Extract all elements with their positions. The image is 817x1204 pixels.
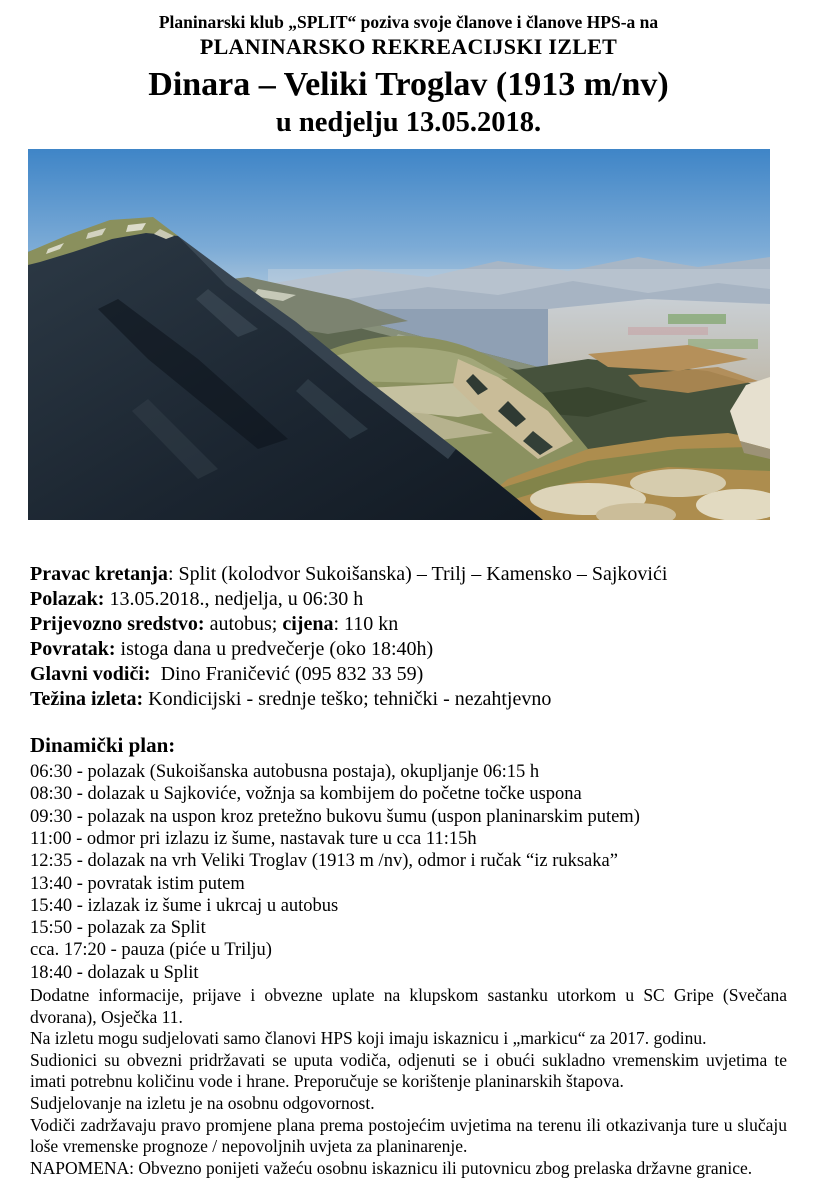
plan-item: 08:30 - dolazak u Sajkoviće, vožnja sa kombijem do početne točke uspona [30,784,582,805]
detail-difficulty [30,687,787,712]
detail-departure-value: 13.05.2018., nedjelja, u 06:30 h [104,588,364,611]
detail-guides-label: Glavni vodiči: [30,663,151,686]
detail-guides-value: Dino Franičević (095 832 33 59) [150,663,424,686]
detail-transport-label: Prijevozno sredstvo: [30,613,205,636]
detail-departure [30,587,787,612]
mountain-photo-art [28,149,770,520]
detail-return-value: istoga dana u predvečerje (oko 18:40h) [115,638,434,661]
club-invite-line: Planinarski klub „SPLIT“ poziva svoje članove i članove HPS-a na [158,12,659,32]
plan-item: 15:40 - izlazak iz šume i ukrcaj u autobus [30,895,339,916]
flyer-header [0,0,817,140]
detail-guides [30,662,787,687]
dynamic-plan [30,732,787,984]
plan-item: 11:00 - odmor pri izlazu iz šume, nastavak ture u cca 11:15h [30,828,477,849]
detail-return-label: Povratak: [30,638,116,661]
page-title: Dinara – Veliki Troglav (1913 m/nv) [148,65,669,103]
plan-item: 18:40 - dolazak u Split [30,962,199,983]
plan-heading: Dinamički plan: [30,733,176,758]
trip-details [30,562,787,712]
detail-price-label: cijena [282,613,334,636]
detail-transport-value: autobus; [204,613,283,636]
plan-item: 09:30 - polazak na uspon kroz pretežno bukovu šumu (uspon planinarskim putem) [30,806,640,827]
detail-route-value: : Split (kolodvor Sukoišanska) – Trilj – Kamensko – Sajkovići [167,563,668,586]
plan-item: cca. 17:20 - pauza (piće u Trilju) [30,940,272,961]
plan-item: 06:30 - polazak (Sukoišanska autobusna postaja), okupljanje 06:15 h [30,762,540,783]
detail-transport [30,612,787,637]
note-additional-info: Dodatne informacije, prijave i obvezne uplate na klupskom sastanku utorkom u SC Gripe (Svečana dvorana), Osječka 11. [30,985,787,1027]
note-responsibility: Sudjelovanje na izletu je na osobnu odgovornost. [30,1092,375,1113]
note-napomena: NAPOMENA: Obvezno ponijeti važeću osobnu iskaznicu ili putovnicu zbog prelaska državne granice. [30,1157,753,1178]
note-membership: Na izletu mogu sudjelovati samo članovi HPS koji imaju iskaznicu i „markicu“ za 2017. godinu. [30,1028,707,1049]
detail-difficulty-label: Težina izleta: [30,688,144,711]
detail-route [30,562,787,587]
plan-item: 15:50 - polazak za Split [30,918,206,939]
detail-difficulty-value: Kondicijski - srednje teško; tehnički - nezahtjevno [143,688,552,711]
note-equipment: Sudionici su obvezni pridržavati se uputa vodiča, odjenuti se i obući sukladno vremenskim uvjetima te imati potrebnu količinu vode i hrane. Preporučuje se korištenje planinarskih štapova. [30,1049,787,1092]
notes-section [30,985,787,1179]
event-date: u nedjelju 13.05.2018. [275,106,542,138]
detail-return [30,637,787,662]
event-type-line: PLANINARSKO REKREACIJSKI IZLET [199,33,618,59]
detail-route-label: Pravac kretanja [30,563,168,586]
plan-item: 13:40 - povratak istim putem [30,873,245,894]
detail-departure-label: Polazak: [30,588,105,611]
plan-item: 12:35 - dolazak na vrh Veliki Troglav (1913 m /nv), odmor i ručak “iz ruksaka” [30,851,618,872]
mountain-photo [28,149,770,520]
note-plan-change: Vodiči zadržavaju pravo promjene plana prema postojećim uvjetima na terenu ili otkazivanja ture u slučaju loše vremenske prognoze / nepovoljnih uvjeta za planinarenje. [30,1114,787,1157]
detail-price-value: : 110 kn [333,613,399,636]
